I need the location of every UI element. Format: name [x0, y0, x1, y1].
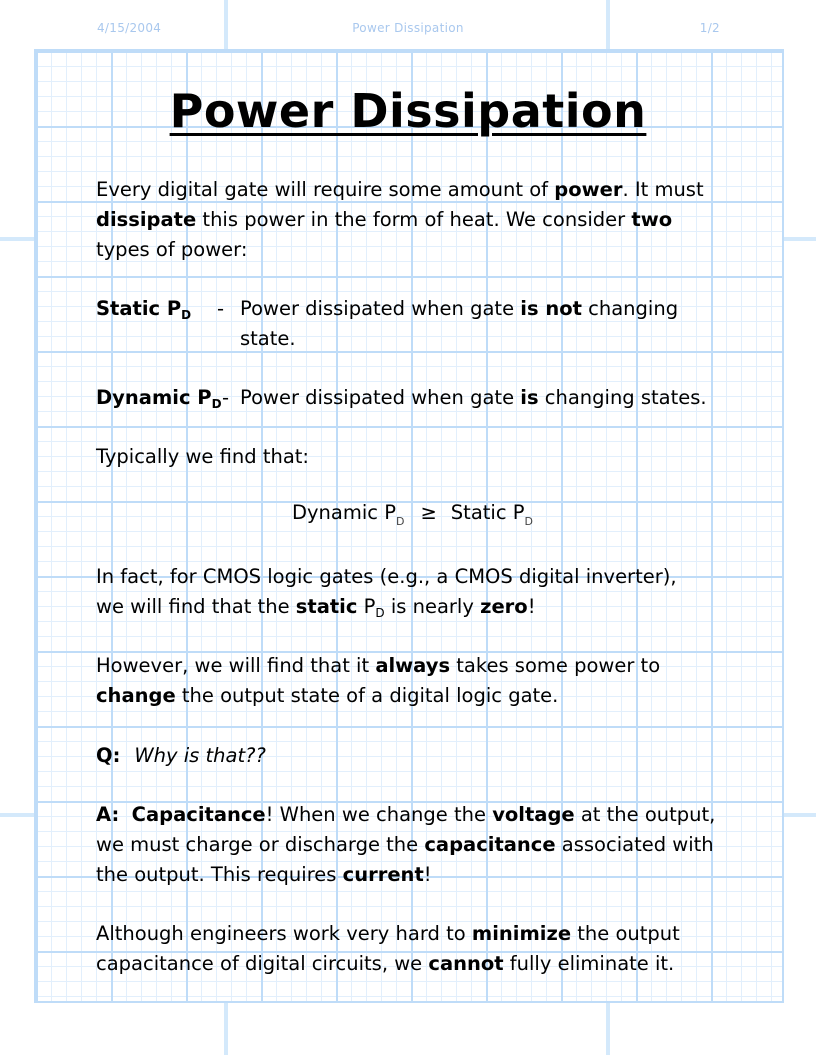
dynamic-label	[96, 383, 222, 419]
text: Dynamic P	[96, 386, 212, 409]
subscript: D	[181, 308, 192, 322]
bold-term-cannot: cannot	[428, 952, 504, 975]
closing-paragraph	[96, 919, 736, 979]
cmos-line-2	[96, 592, 736, 622]
text: !	[423, 863, 432, 886]
text: this power in the form of heat. We consider	[196, 208, 632, 231]
static-label	[96, 294, 191, 330]
subscript: D	[524, 515, 533, 528]
subscript: D	[211, 397, 222, 411]
static-description	[240, 294, 678, 354]
page-title: Power Dissipation	[169, 84, 647, 138]
intro-line-1	[96, 175, 736, 205]
bold-term-is-not: is not	[520, 297, 582, 320]
greater-equal-symbol: ≥	[420, 501, 437, 524]
text: takes some power to	[450, 654, 661, 677]
definition-dash: -	[222, 386, 230, 409]
intro-line-3: types of power:	[96, 238, 248, 261]
text: we must charge or discharge the	[96, 833, 425, 856]
definition-dash: -	[217, 297, 225, 320]
answer-paragraph	[96, 800, 736, 890]
text: Static P	[96, 297, 182, 320]
bold-term-dissipate: dissipate	[96, 208, 197, 231]
closing-line-2	[96, 949, 736, 979]
text: P	[357, 595, 376, 618]
text: . It must	[622, 178, 704, 201]
text: associated with	[555, 833, 714, 856]
header-date: 4/15/2004	[97, 21, 162, 35]
dynamic-description	[240, 383, 707, 413]
text: the output state of a digital logic gate.	[175, 684, 559, 707]
answer-line-1	[96, 800, 736, 830]
dynamic-definition	[96, 383, 707, 419]
text: Power dissipated when gate	[240, 386, 521, 409]
subscript: D	[375, 606, 385, 620]
however-paragraph	[96, 651, 736, 711]
however-line-1	[96, 651, 736, 681]
text: capacitance of digital circuits, we	[96, 952, 429, 975]
bold-term-zero: zero	[480, 595, 528, 618]
equation	[292, 498, 533, 537]
subscript: D	[395, 515, 405, 528]
equation-left: Dynamic P	[292, 501, 396, 524]
bold-term-capacitance: capacitance	[424, 833, 556, 856]
header-page-number: 1/2	[699, 21, 720, 35]
text: fully eliminate it.	[503, 952, 675, 975]
question-line	[96, 741, 736, 771]
bold-term-voltage: voltage	[492, 803, 575, 826]
closing-line-1	[96, 919, 736, 949]
text: However, we will find that it	[96, 654, 376, 677]
text: we will find that the	[96, 595, 296, 618]
bold-term-static: static	[295, 595, 358, 618]
header-title: Power Dissipation	[352, 21, 464, 35]
text: the output	[571, 922, 680, 945]
text: !	[527, 595, 536, 618]
text: ! When we change the	[265, 803, 493, 826]
bold-term-capacitance: Capacitance	[131, 803, 266, 826]
typically-line: Typically we find that:	[96, 445, 309, 468]
answer-label: A:	[96, 803, 120, 826]
bold-term-two: two	[631, 208, 673, 231]
bold-term-power: power	[554, 178, 623, 201]
text: Power dissipated when gate	[240, 297, 521, 320]
bold-term-change: change	[96, 684, 176, 707]
text: state.	[240, 327, 296, 350]
however-line-2	[96, 681, 736, 711]
bold-term-minimize: minimize	[471, 922, 572, 945]
answer-line-2	[96, 830, 736, 860]
text: Although engineers work very hard to	[96, 922, 472, 945]
bold-term-is: is	[520, 386, 539, 409]
question-text: Why is that??	[134, 744, 266, 767]
intro-paragraph	[96, 175, 736, 265]
cmos-line-1: In fact, for CMOS logic gates (e.g., a CMOS digital inverter),	[96, 565, 677, 588]
text: changing states.	[538, 386, 707, 409]
text: at the output,	[574, 803, 716, 826]
text: is nearly	[384, 595, 481, 618]
text: the output. This requires	[96, 863, 343, 886]
text: changing	[581, 297, 679, 320]
text: Every digital gate will require some amount of	[96, 178, 555, 201]
bold-term-always: always	[375, 654, 451, 677]
equation-right: Static P	[450, 501, 525, 524]
intro-line-2	[96, 205, 736, 235]
static-definition	[96, 294, 679, 350]
cmos-paragraph	[96, 562, 736, 622]
answer-line-3	[96, 860, 736, 890]
question-label: Q:	[96, 744, 121, 767]
bold-term-current: current	[342, 863, 424, 886]
